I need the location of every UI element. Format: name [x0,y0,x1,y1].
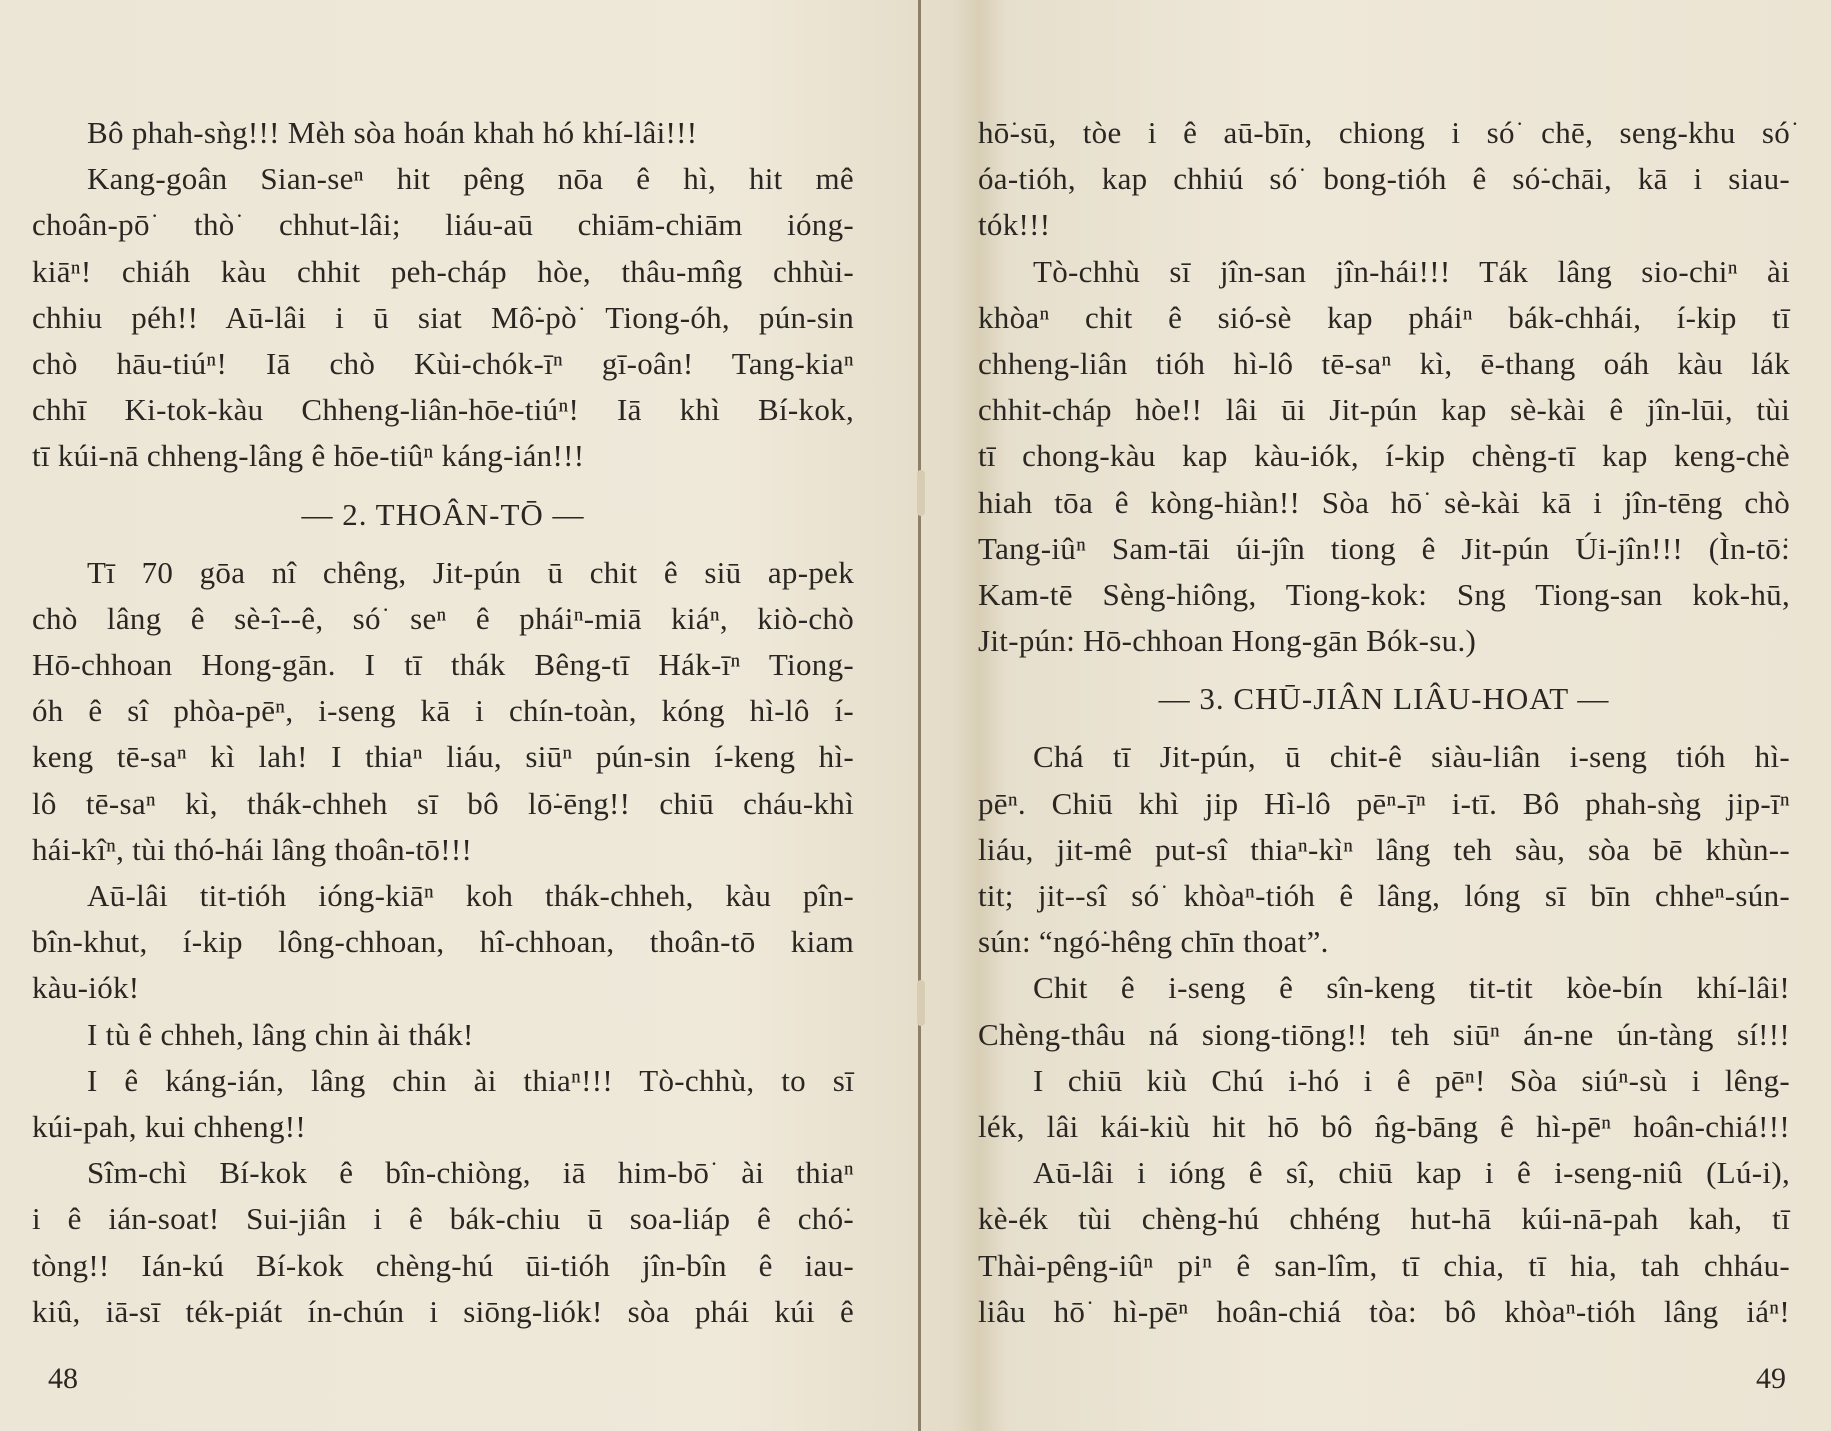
text-line: kiāⁿ! chiáh kàu chhit peh-cháp hòe, thâu-mn̂g chhùi- [32,253,854,289]
text-line: tòng!! Ián-kú Bí-kok chèng-hú ūi-tióh jîn-bîn ê iau- [32,1247,854,1283]
text-line: chhiu péh!! Aū-lâi i ū siat Mô͘-pò͘ Tiong-óh, pún-sin [32,299,854,335]
text-line: Chit ê i-seng ê sîn-keng tit-tit kòe-bín khí-lâi! [1033,970,1790,1006]
text-line: hō͘-sū, tòe i ê aū-bīn, chiong i só͘ chē, seng-khu só͘ [978,115,1790,150]
text-line: I tù ê chheh, lâng chin ài thák! [87,1016,474,1052]
text-line: Kam-tē Sèng-hiông, Tiong-kok: Sng Tiong-san kok-hū, [978,577,1790,613]
text-line: óa-tióh, kap chhiú só͘ bong-tióh ê só͘-chāi, kā i siau- [978,161,1790,197]
left-page [32,110,854,1335]
text-line: chò lâng ê sè-î--ê, só͘ seⁿ ê pháiⁿ-miā kiáⁿ, kiò-chò [32,600,854,636]
text-line: lô tē-saⁿ kì, thák-chheh sī bô lō͘-ēng!! chiū cháu-khì [32,785,854,821]
text-line: kiû, iā-sī ték-piát ín-chún i siōng-liók! sòa phái kúi ê [32,1293,854,1329]
right-page [978,110,1790,1335]
text-line: tók!!! [978,207,1051,243]
text-line: Chá tī Jit-pún, ū chit-ê siàu-liân i-seng tióh hì- [1033,739,1790,775]
text-line: chhī Ki-tok-kàu Chheng-liân-hōe-tiúⁿ! Iā khì Bí-kok, [32,392,854,428]
text-line: Kang-goân Sian-seⁿ hit pêng nōa ê hì, hit mê [87,161,854,197]
text-line: liáu, jit-mê put-sî thiaⁿ-kìⁿ lâng teh sàu, sòa bē khùn-- [978,831,1790,867]
page-number: 48 [48,1362,78,1395]
text-line: Bô phah-sǹg!!! Mèh sòa hoán khah hó khí-lâi!!! [87,115,698,150]
text-line: lék, lâi kái-kiù hit hō bô n̂g-bāng ê hì-pēⁿ hoân-chiá!!! [978,1109,1790,1145]
page-number: 49 [1756,1362,1786,1395]
binding-mark [917,980,925,1026]
text-line: hái-kîⁿ, tùi thó-hái lâng thoân-tō!!! [32,831,473,867]
text-line: Jit-pún: Hō-chhoan Hong-gān Bók-su.) [978,623,1477,659]
text-line: hiah tōa ê kòng-hiàn!! Sòa hō͘ sè-kài kā i jîn-tēng chò [978,484,1790,520]
text-line: bîn-khut, í-kip lông-chhoan, hî-chhoan, thoân-tō kiam [32,924,854,960]
text-line: choân-pō͘ thò͘ chhut-lâi; liáu-aū chiām-chiām ióng- [32,207,854,243]
text-line: Thài-pêng-iûⁿ piⁿ ê san-lîm, tī chia, tī hia, tah chháu- [978,1247,1790,1283]
text-line: tit; jit--sî só͘ khòaⁿ-tióh ê lâng, lóng sī bīn chheⁿ-sún- [978,878,1790,914]
text-line: I chiū kiù Chú i-hó i ê pēⁿ! Sòa siúⁿ-sù i lêng- [1033,1062,1790,1098]
text-line: khòaⁿ chit ê sió-sè kap pháiⁿ bák-chhái, í-kip tī [978,299,1790,335]
text-line: Hō-chhoan Hong-gān. I tī thák Bêng-tī Hák-īⁿ Tiong- [32,647,854,683]
text-line: óh ê sî phòa-pēⁿ, i-seng kā i chín-toàn, kóng hì-lô í- [32,693,854,729]
text-line: sún: “ngó͘-hêng chīn thoat”. [978,924,1329,960]
section-heading: — 2. THOÂN-TŌ — [301,496,585,532]
text-line: Chèng-thâu ná siong-tiōng!! teh siūⁿ án-ne ún-tàng sí!!! [978,1016,1790,1052]
binding-mark [917,470,925,516]
text-line: Tī 70 gōa nî chêng, Jit-pún ū chit ê siū ap-pek [87,554,854,590]
text-line: i ê ián-soat! Sui-jiân i ê bák-chiu ū soa-liáp ê chó͘- [32,1201,854,1237]
text-line: kè-ék tùi chèng-hú chhéng hut-hā kúi-nā-pah kah, tī [978,1201,1790,1237]
text-line: I ê káng-ián, lâng chin ài thiaⁿ!!! Tò-chhù, to sī [87,1062,854,1098]
text-line: keng tē-saⁿ kì lah! I thiaⁿ liáu, siūⁿ pún-sin í-keng hì- [32,739,854,775]
text-line: Tang-iûⁿ Sam-tāi úi-jîn tiong ê Jit-pún Úi-jîn!!! (Ìn-tō͘: [978,530,1790,566]
text-line: Tò-chhù sī jîn-san jîn-hái!!! Ták lâng sio-chiⁿ ài [1033,253,1790,289]
text-line: Sîm-chì Bí-kok ê bîn-chiòng, iā him-bō͘ ài thiaⁿ [87,1155,854,1191]
book-gutter [918,0,921,1431]
text-line: liâu hō͘ hì-pēⁿ hoân-chiá tòa: bô khòaⁿ-tióh lâng iáⁿ! [978,1293,1790,1329]
section-heading: — 3. CHŪ-JIÂN LIÂU-HOAT — [1158,681,1610,717]
text-line: chhit-cháp hòe!! lâi ūi Jit-pún kap sè-kài ê jîn-lūi, tùi [978,392,1790,428]
text-line: tī kúi-nā chheng-lâng ê hōe-tiûⁿ káng-ián!!! [32,438,585,474]
text-line: kàu-iók! [32,970,140,1006]
text-line: tī chong-kàu kap kàu-iók, í-kip chèng-tī kap keng-chè [978,438,1790,474]
text-line: kúi-pah, kui chheng!! [32,1109,307,1145]
text-line: Aū-lâi tit-tióh ióng-kiāⁿ koh thák-chheh, kàu pîn- [87,878,854,914]
text-line: Aū-lâi i ióng ê sî, chiū kap i ê i-seng-niû (Lú-i), [1033,1155,1790,1191]
text-line: chò hāu-tiúⁿ! Iā chò Kùi-chók-īⁿ gī-oân! Tang-kiaⁿ [32,346,854,382]
text-line: chheng-liân tióh hì-lô tē-saⁿ kì, ē-thang oáh kàu lák [978,346,1790,382]
text-line: pēⁿ. Chiū khì jip Hì-lô pēⁿ-īⁿ i-tī. Bô phah-sǹg jip-īⁿ [978,785,1790,821]
